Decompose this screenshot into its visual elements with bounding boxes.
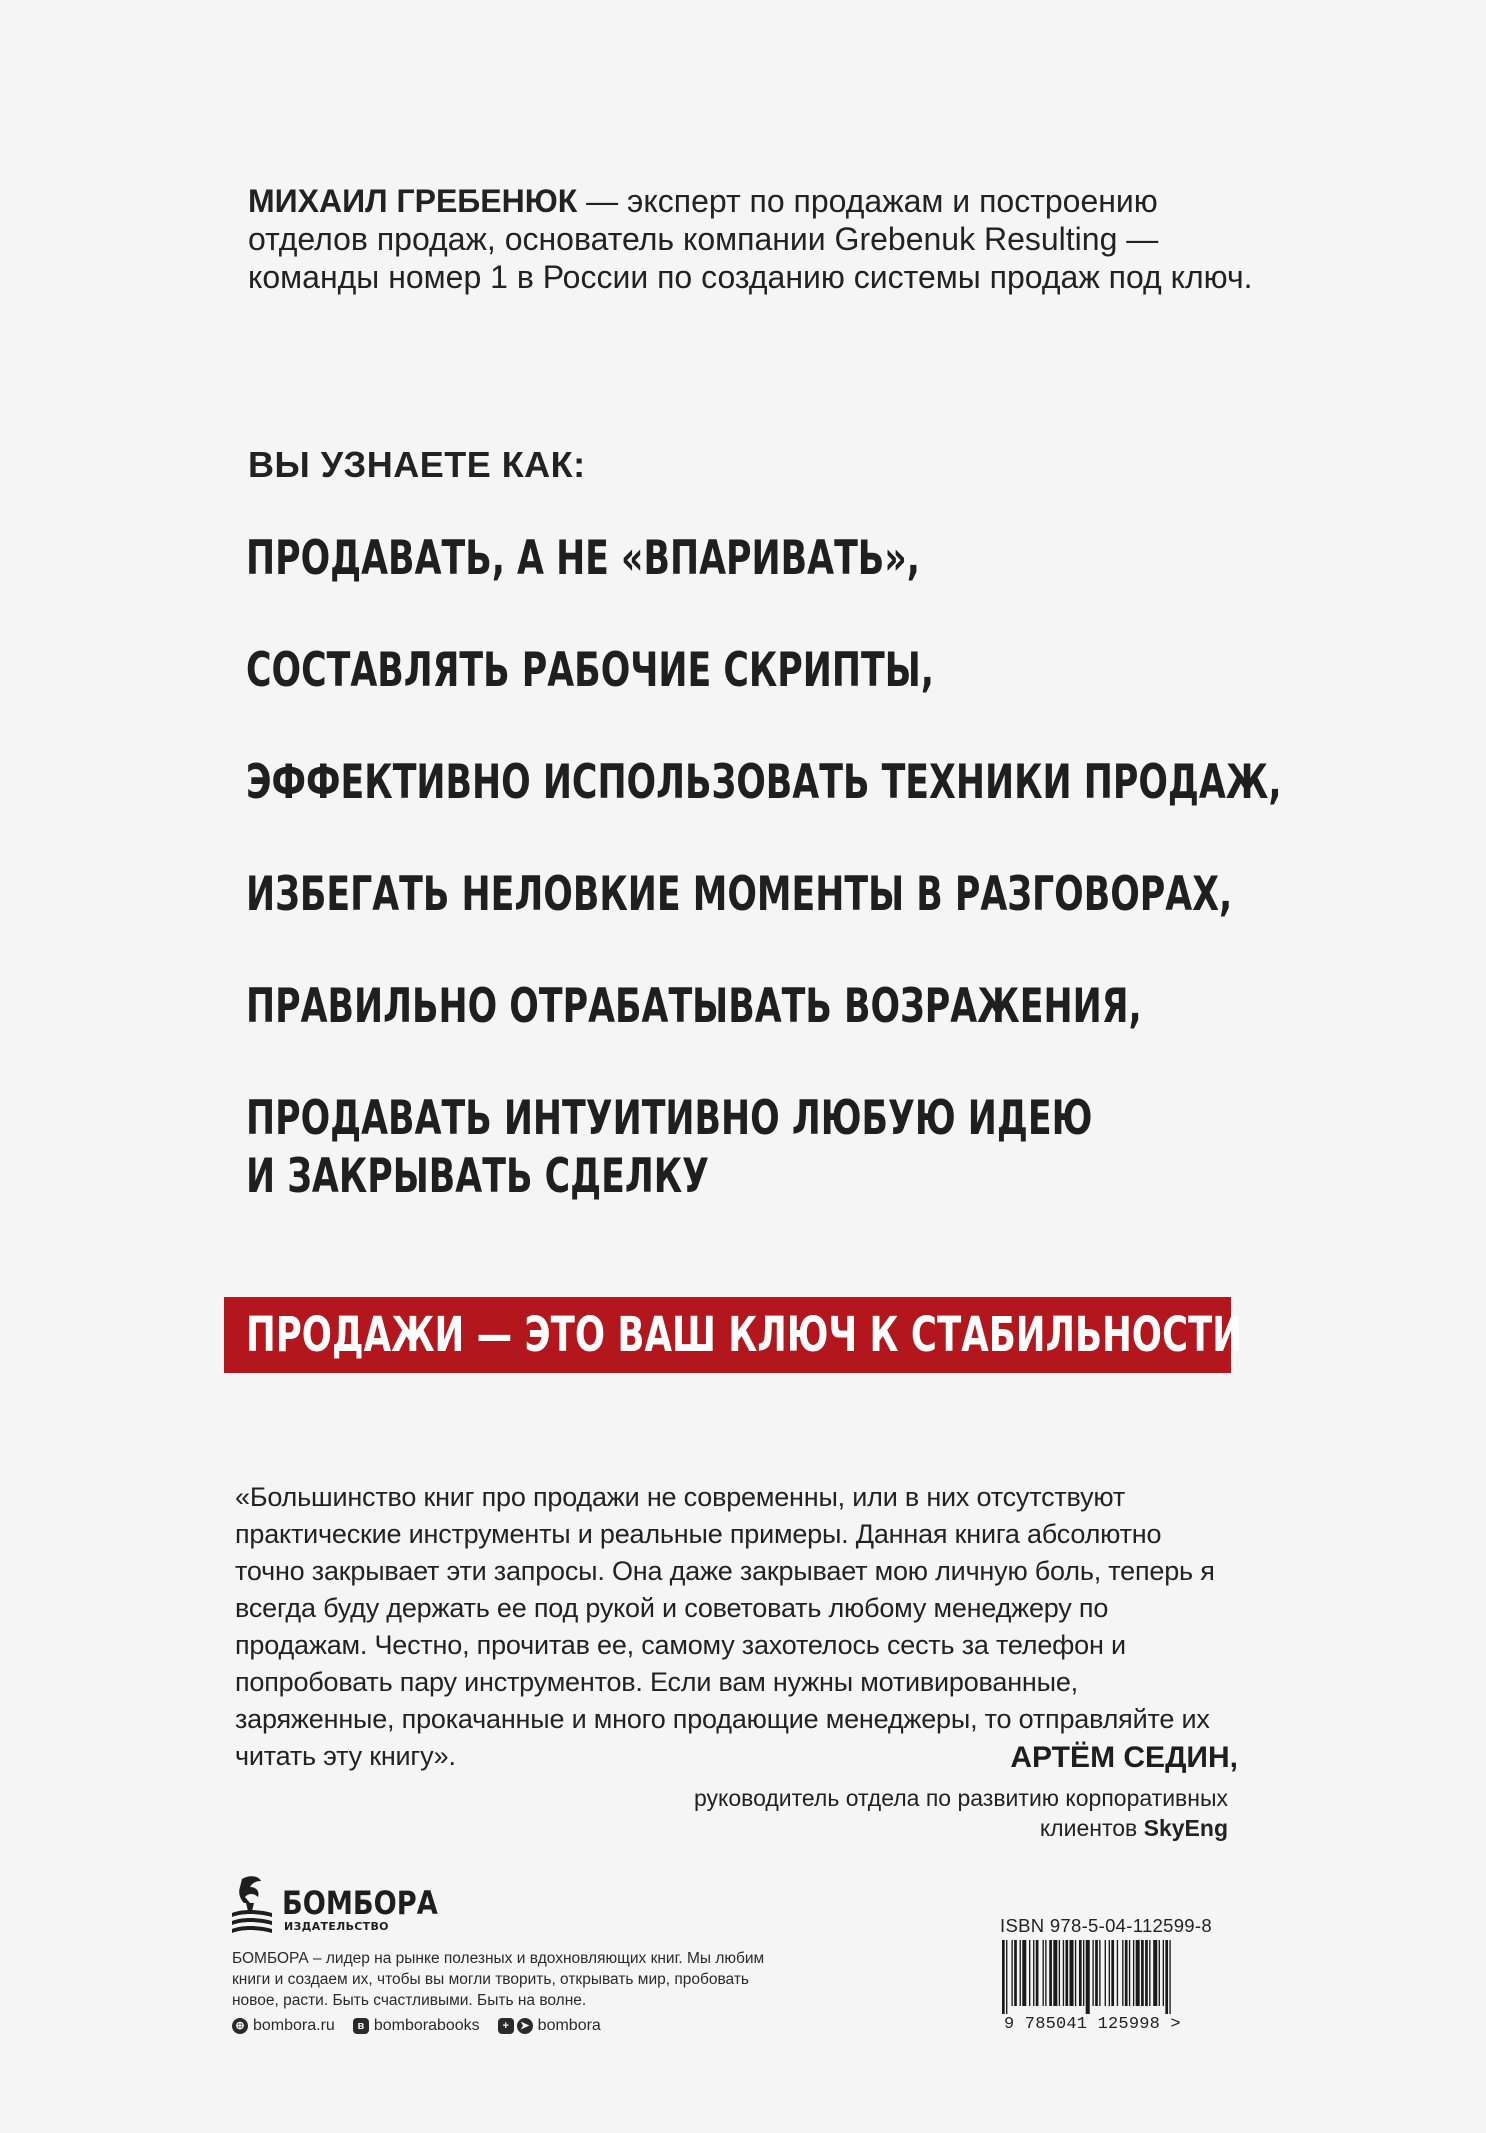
barcode-bar xyxy=(1020,1940,1021,2006)
review-quote: «Большинство книг про продажи не современны, или в них отсутствуют практические инструменты и реальные примеры. Данная книга абсолютно точно закрывает эти запросы. Она даже закрывает мою личную боль, теперь я всегда буду держать ее под рукой и советовать любому менеджеру по продажам. Честно, прочитав ее, самому захотелось сесть за телефон и попробовать пару инструментов. Если вам нужны мотивированные, заряженные, прокачанные и много продающие менеджеры, то отправляйте их читать эту книгу». xyxy=(235,1482,1215,1771)
barcode-bar xyxy=(1045,1940,1046,2006)
social-label: bombora.ru xyxy=(253,2017,335,2034)
barcode-bar xyxy=(1053,1940,1057,2006)
social-label: bombora xyxy=(537,2017,601,2034)
barcode-bar xyxy=(1141,1940,1144,2006)
barcode-bar xyxy=(1136,1940,1140,2006)
author-name: МИХАИЛ ГРЕБЕНЮК xyxy=(248,183,578,219)
barcode-bar xyxy=(1133,1940,1134,2006)
barcode-bar xyxy=(1086,1940,1090,2014)
social-label: bomborabooks xyxy=(373,2017,480,2034)
benefit-item: ЭФФЕКТИВНО ИСПОЛЬЗОВАТЬ ТЕХНИКИ ПРОДАЖ, xyxy=(246,755,1282,810)
publisher-socials xyxy=(232,2017,619,2035)
review-company: SkyEng xyxy=(1143,1815,1228,1841)
barcode-bar xyxy=(1095,1940,1098,2006)
author-bio xyxy=(248,182,1258,296)
publisher-name: БОМБОРА xyxy=(282,1884,438,1922)
publisher-subtitle: ИЗДАТЕЛЬСТВО xyxy=(284,1920,389,1933)
barcode-bar xyxy=(1105,1940,1106,2006)
benefit-list xyxy=(246,532,1346,1262)
barcode-bar xyxy=(1111,1940,1114,2006)
barcode-bar xyxy=(1092,1940,1093,2006)
author-bio-text: — эксперт по продажам и построению отделов продаж, основатель компании Grebenuk Resulting — команды номер 1 в России по созданию системы продаж под ключ. xyxy=(248,183,1253,295)
globe-icon: ⊕ xyxy=(232,2018,248,2034)
social-link-site[interactable] xyxy=(232,2017,335,2035)
barcode-bar xyxy=(1070,1940,1074,2006)
barcode-bar xyxy=(1163,1940,1164,2006)
barcode-bar xyxy=(1122,1940,1123,2006)
barcode-bar xyxy=(1002,1940,1005,2014)
benefit-item: ПРОДАВАТЬ, А НЕ «ВПАРИВАТЬ», xyxy=(246,531,920,586)
benefit-item: ПРАВИЛЬНО ОТРАБАТЫВАТЬ ВОЗРАЖЕНИЯ, xyxy=(246,979,1142,1034)
benefit-item: СОСТАВЛЯТЬ РАБОЧИЕ СКРИПТЫ, xyxy=(246,643,934,698)
slogan-text: ПРОДАЖИ — ЭТО ВАШ КЛЮЧ К СТАБИЛЬНОСТИ xyxy=(246,1307,1243,1363)
barcode-bar xyxy=(1033,1940,1034,2006)
benefit-item: ПРОДАВАТЬ ИНТУИТИВНО ЛЮБУЮ ИДЕЮ xyxy=(246,1091,1093,1146)
barcode-bar xyxy=(1109,1940,1110,2006)
slogan-banner xyxy=(224,1297,1243,1373)
barcode-bar xyxy=(1083,1940,1084,2006)
barcode-bar xyxy=(1014,1940,1017,2006)
vk-icon: в xyxy=(353,2018,369,2034)
barcode-bar xyxy=(1011,1940,1012,2006)
barcode-bar xyxy=(1029,1940,1030,2006)
barcode-bar xyxy=(1129,1940,1130,2006)
barcode-bar xyxy=(1149,1940,1150,2006)
review-author: АРТЁМ СЕДИН, xyxy=(1010,1741,1238,1774)
barcode-bar xyxy=(1075,1940,1076,2006)
publisher-about: БОМБОРА – лидер на рынке полезных и вдохновляющих книг. Мы любим книги и создаем их, чтобы вы могли творить, открывать мир, пробовать новое, расти. Быть счастливыми. Быть на волне. xyxy=(232,1950,765,2009)
social-link-telegram[interactable] xyxy=(498,2017,601,2035)
isbn-label: ISBN 978-5-04-112599-8 xyxy=(1000,1915,1212,1936)
barcode-bar xyxy=(1099,1940,1100,2006)
barcode-bar xyxy=(1159,1940,1160,2006)
plus-icon: + xyxy=(498,2018,514,2034)
barcode-bar xyxy=(1049,1940,1052,2006)
barcode-bar xyxy=(1117,1940,1118,2006)
learn-heading: ВЫ УЗНАЕТЕ КАК: xyxy=(248,444,586,485)
barcode-bar xyxy=(1145,1940,1148,2006)
benefit-item: ИЗБЕГАТЬ НЕЛОВКИЕ МОМЕНТЫ В РАЗГОВОРАХ, xyxy=(246,867,1233,922)
barcode xyxy=(1000,1940,1228,2014)
social-link-vk[interactable] xyxy=(353,2017,480,2035)
barcode-bar xyxy=(1065,1940,1068,2006)
barcode-bar xyxy=(1079,1940,1082,2006)
barcode-bar xyxy=(1036,1940,1039,2006)
barcode-bar xyxy=(1169,1940,1170,2014)
barcode-bar xyxy=(1153,1940,1157,2006)
barcode-digits: 9 785041 125998 > xyxy=(1004,2015,1181,2034)
barcode-bar xyxy=(1125,1940,1128,2006)
telegram-icon: ➤ xyxy=(517,2018,533,2034)
review-role-text: руководитель отдела по развитию корпоративных клиентов xyxy=(693,1785,1228,1841)
barcode-bar xyxy=(1022,1940,1026,2006)
barcode-bar xyxy=(1006,1940,1007,2014)
barcode-bar xyxy=(1165,1940,1168,2014)
review-author-role xyxy=(668,1783,1228,1843)
barcode-bar xyxy=(1043,1940,1044,2006)
barcode-bar xyxy=(1063,1940,1064,2006)
benefit-item: И ЗАКРЫВАТЬ СДЕЛКУ xyxy=(246,1149,709,1204)
bombora-logo-icon xyxy=(228,1873,276,1935)
barcode-bar xyxy=(1059,1940,1060,2006)
